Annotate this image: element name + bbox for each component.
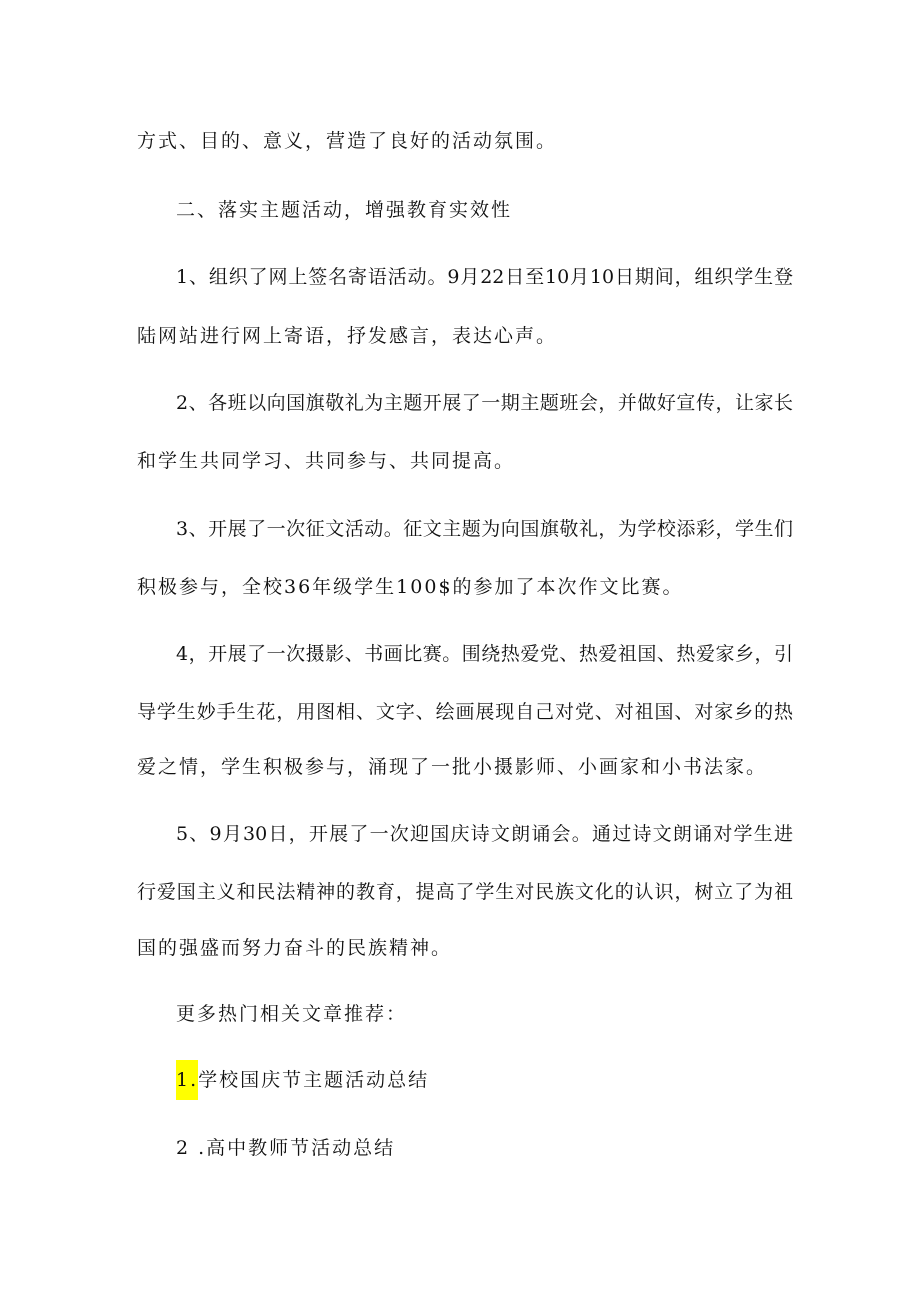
link-title[interactable]: 学校国庆节主题活动总结 (198, 1069, 430, 1091)
paragraph-line: 和学生共同学习、共同参与、共同提高。 (137, 450, 516, 472)
paragraph-line: 3、开展了一次征文活动。征文主题为向国旗敬礼，为学校添彩，学生们 (176, 518, 793, 540)
link-title[interactable]: 高中教师节活动总结 (206, 1137, 396, 1159)
paragraph-line: 国的强盛而努力奋斗的民族精神。 (137, 937, 453, 959)
paragraph-line: 陆网站进行网上寄语，抒发感言，表达心声。 (137, 325, 558, 347)
paragraph-line: 1、组织了网上签名寄语活动。9月22日至10月10日期间，组织学生登 (176, 266, 793, 288)
link-number-highlight: 1. (176, 1060, 198, 1100)
paragraph-line: 爱之情，学生积极参与，涌现了一批小摄影师、小画家和小书法家。 (137, 756, 768, 778)
related-link-2[interactable] (176, 1136, 395, 1160)
paragraph-line: 导学生妙手生花，用图相、文字、绘画展现自己对党、对祖国、对家乡的热 (137, 701, 793, 723)
related-link-1[interactable] (176, 1060, 429, 1100)
paragraph-line: 5、9月30日，开展了一次迎国庆诗文朗诵会。通过诗文朗诵对学生进 (176, 823, 793, 845)
link-number: 2 . (176, 1137, 207, 1159)
paragraph-line: 方式、目的、意义，营造了良好的活动氛围。 (137, 130, 558, 152)
recommend-heading: 更多热门相关文章推荐： (176, 1003, 408, 1025)
paragraph-line: 4，开展了一次摄影、书画比赛。围绕热爱党、热爱祖国、热爱家乡，引 (176, 643, 793, 665)
section-heading: 二、落实主题活动，增强教育实效性 (176, 199, 513, 221)
paragraph-line: 行爱国主义和民法精神的教育，提高了学生对民族文化的认识，树立了为祖 (137, 881, 793, 903)
paragraph-line: 积极参与，全校36年级学生100$的参加了本次作文比赛。 (137, 576, 684, 598)
paragraph-line: 2、各班以向国旗敬礼为主题开展了一期主题班会，并做好宣传，让家长 (176, 392, 793, 414)
